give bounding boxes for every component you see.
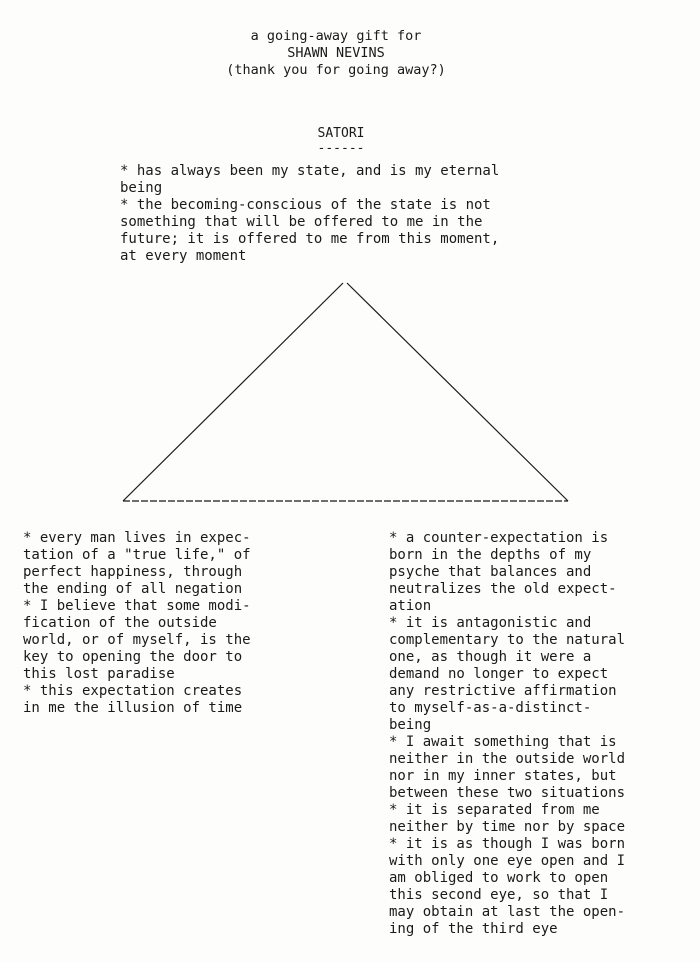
title-underline: ------ [317, 141, 365, 156]
text-line: * the becoming-conscious of the state is not [120, 197, 491, 213]
text-line: at every moment [120, 248, 247, 264]
text-line: one, as though it were a [389, 649, 592, 665]
text-line: this second eye, so that I [389, 887, 609, 903]
triangle-diagram [118, 278, 574, 506]
text-line: * this expectation creates [23, 683, 243, 699]
triangle-right-side [347, 283, 568, 501]
text-line: this lost paradise [23, 666, 175, 682]
text-line: may obtain at last the open- [389, 904, 626, 920]
left-column [23, 530, 251, 717]
intro-paragraph [120, 163, 499, 265]
text-line: * every man lives in expec- [23, 530, 251, 546]
text-line: perfect happiness, through [23, 564, 243, 580]
text-line: complementary to the natural [389, 632, 626, 648]
text-line: key to opening the door to [23, 649, 243, 665]
text-line: neither in the outside world [389, 751, 626, 767]
document-title [0, 126, 682, 156]
text-line: * it is antagonistic and [389, 615, 592, 631]
text-line: demand no longer to expect [389, 666, 609, 682]
text-line: * a counter-expectation is [389, 530, 609, 546]
text-line: between these two situations [389, 785, 626, 801]
text-line: the ending of all negation [23, 581, 243, 597]
text-line: psyche that balances and [389, 564, 592, 580]
text-line: future; it is offered to me from this moment, [120, 231, 500, 247]
text-line: being [389, 717, 432, 733]
title-text: SATORI [317, 126, 365, 141]
text-line: * I await something that is [389, 734, 617, 750]
right-column [389, 530, 625, 938]
text-line: neutralizes the old expect- [389, 581, 617, 597]
dedication-header [0, 28, 672, 79]
text-line: * I believe that some modi- [23, 598, 251, 614]
text-line: neither by time nor by space [389, 819, 626, 835]
text-line: tation of a "true life," of [23, 547, 251, 563]
text-line: fication of the outside [23, 615, 217, 631]
text-line: ing of the third eye [389, 921, 558, 937]
text-line: world, or of myself, is the [23, 632, 251, 648]
recipient-name: SHAWN NEVINS [287, 45, 385, 61]
text-line: * has always been my state, and is my eternal [120, 163, 500, 179]
text-line: * it is as though I was born [389, 836, 626, 852]
text-line: being [120, 180, 163, 196]
text-line: something that will be offered to me in the [120, 214, 483, 230]
text-line: born in the depths of my [389, 547, 592, 563]
text-line: to myself-as-a-distinct- [389, 700, 592, 716]
text-line: nor in my inner states, but [389, 768, 617, 784]
text-line: in me the illusion of time [23, 700, 243, 716]
dedication-line: a going-away gift for [250, 28, 422, 44]
triangle-left-side [123, 283, 343, 501]
text-line: am obliged to work to open [389, 870, 609, 886]
text-line: with only one eye open and I [389, 853, 626, 869]
text-line: * it is separated from me [389, 802, 600, 818]
text-line: any restrictive affirmation [389, 683, 617, 699]
dedication-aside: (thank you for going away?) [226, 62, 446, 78]
text-line: ation [389, 598, 432, 614]
